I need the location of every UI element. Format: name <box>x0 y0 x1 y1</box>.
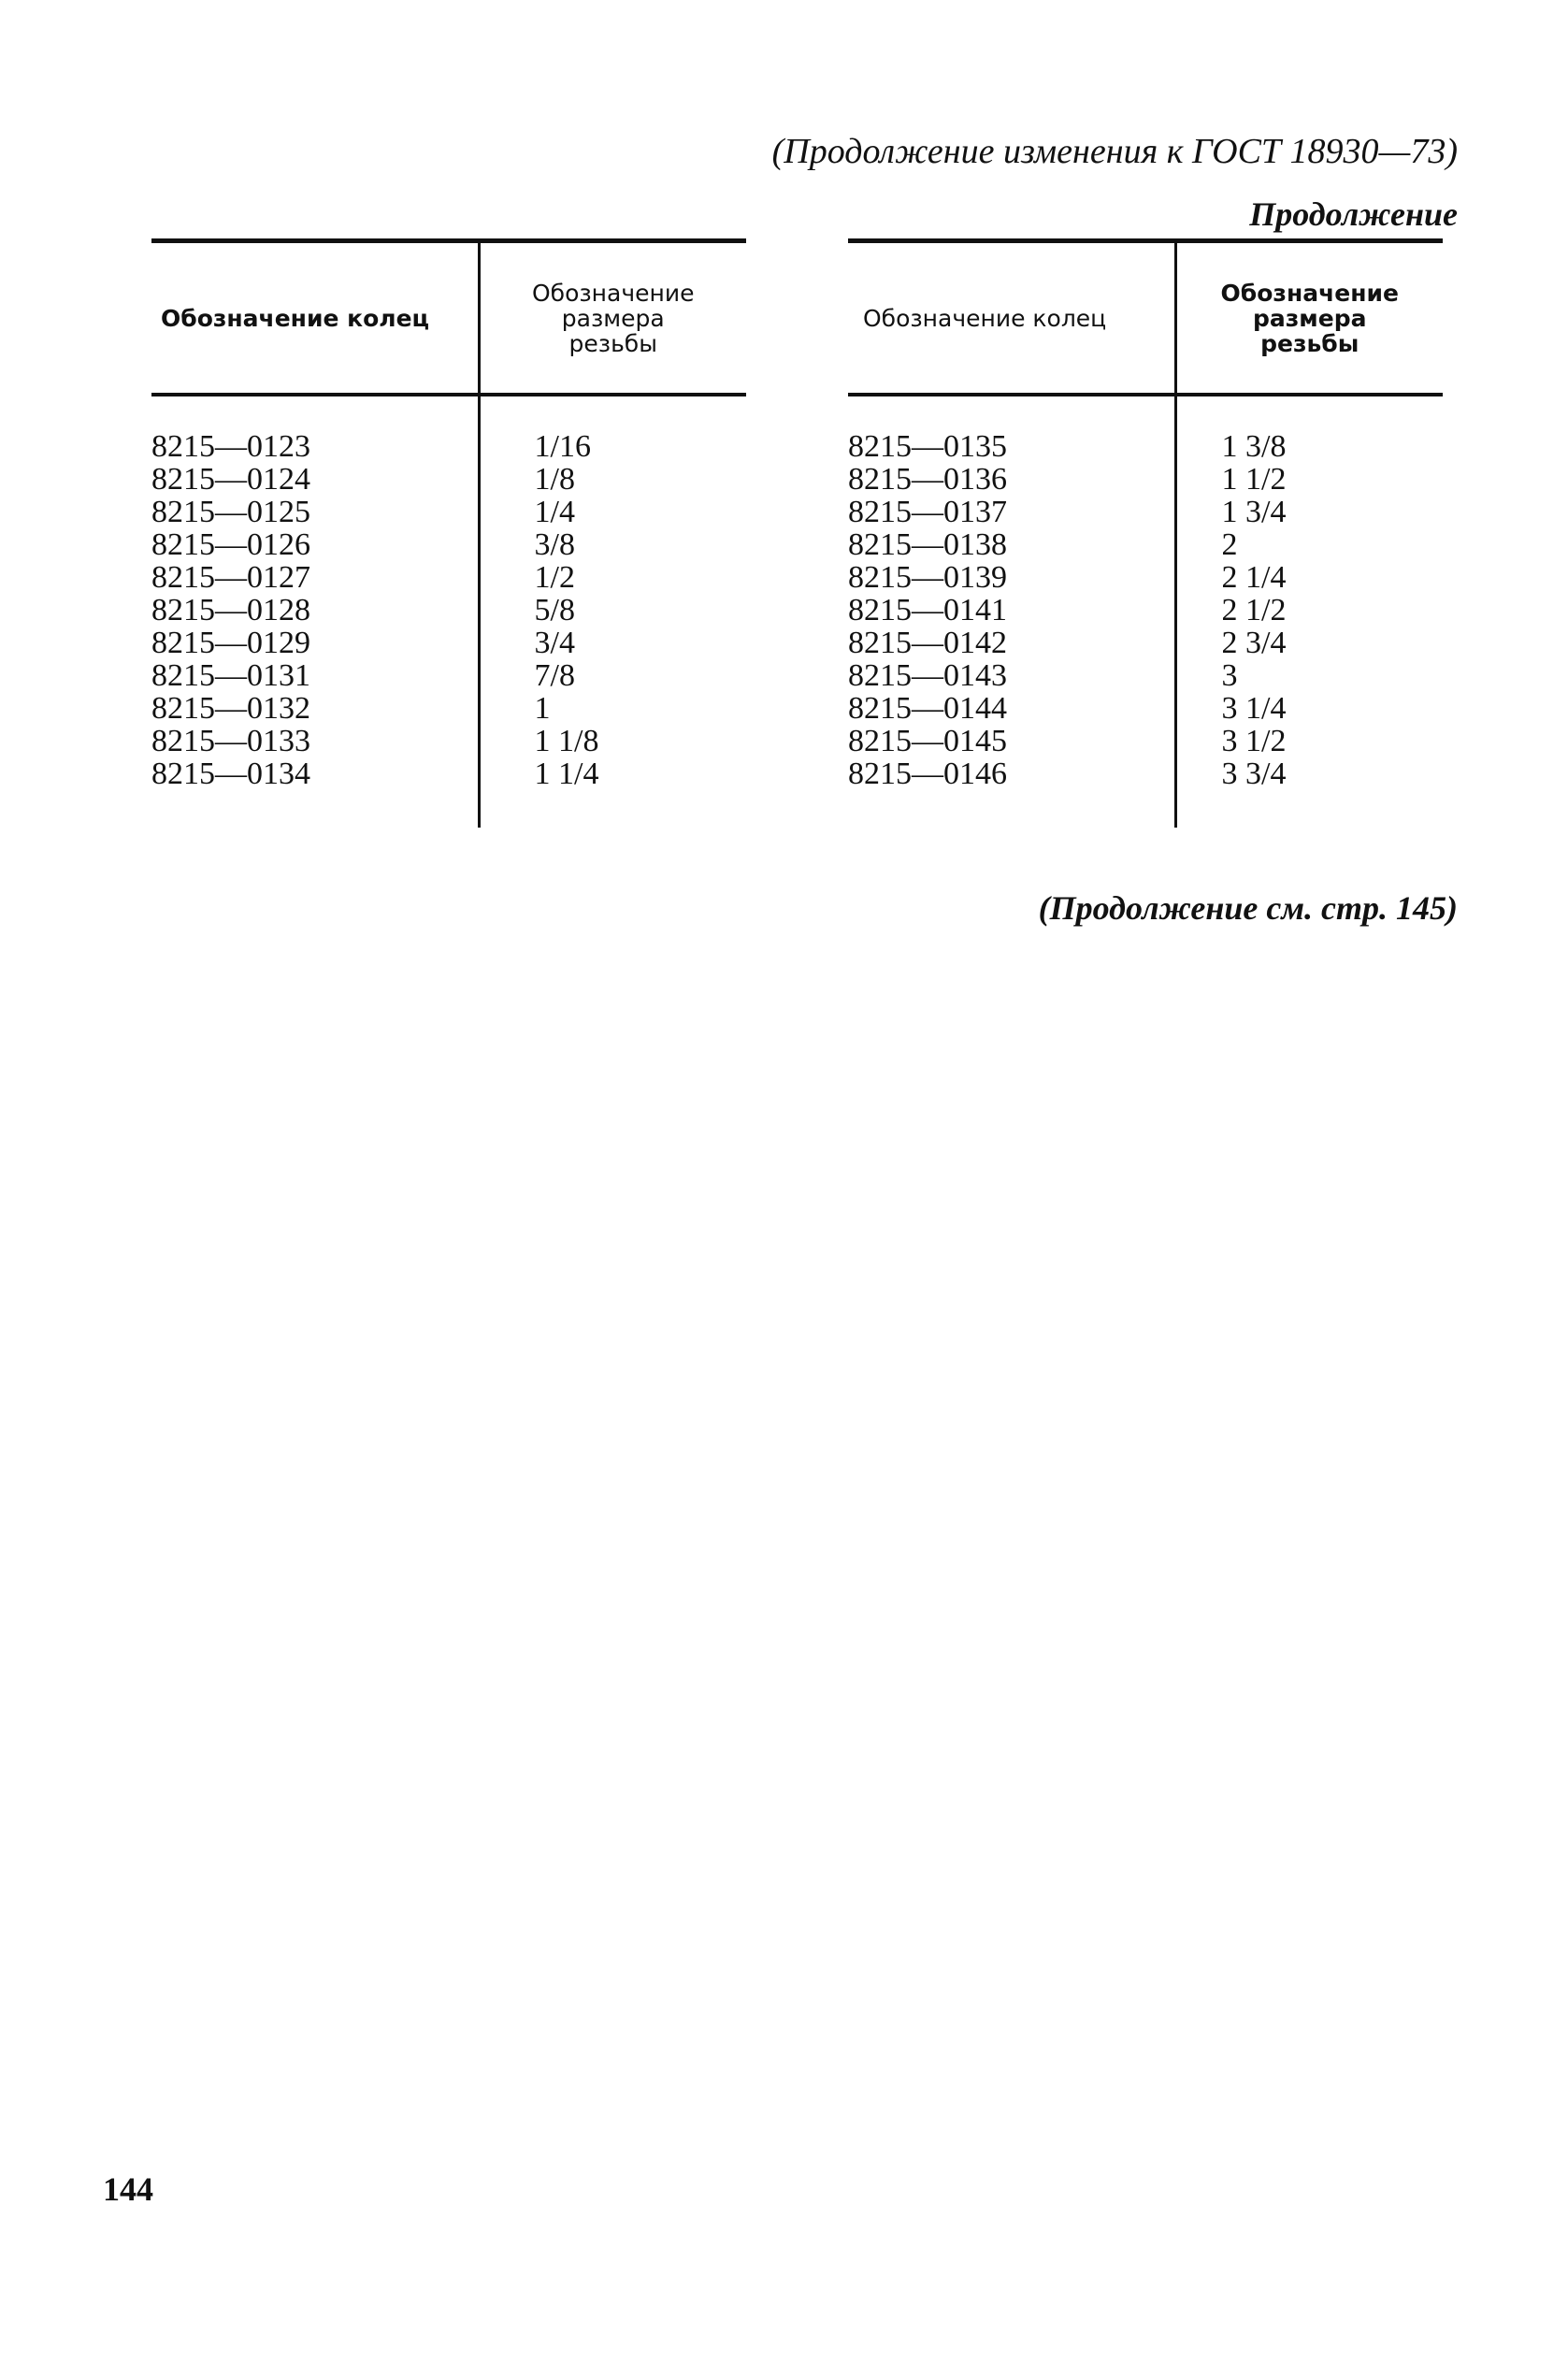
thread-size-cell: 1 3/8 <box>1175 395 1443 463</box>
ring-code-cell: 8215—0134 <box>151 757 310 791</box>
thread-size-table-right <box>848 238 1443 828</box>
table-header-row <box>848 241 1443 396</box>
ring-code-cell: 8215—0133 <box>151 724 310 758</box>
table-tail-row <box>151 790 746 828</box>
column-header-line: размера <box>1253 304 1367 332</box>
table-row <box>151 463 746 496</box>
thread-size-table-left <box>151 238 746 828</box>
ring-code-cell: 8215—0129 <box>151 626 310 660</box>
continuation-label: Продолжение <box>1249 195 1458 233</box>
thread-size-cell: 3/4 <box>479 627 746 659</box>
table-row <box>848 627 1443 659</box>
thread-size-cell: 1 1/8 <box>479 725 746 757</box>
ring-code-cell: 8215—0137 <box>848 495 1007 529</box>
ring-code-cell: 8215—0127 <box>151 560 310 595</box>
ring-code-cell: 8215—0124 <box>151 462 310 497</box>
thread-size-cell: 2 1/4 <box>1175 561 1443 594</box>
table-row <box>848 659 1443 692</box>
column-header-ring-designation: Обозначение колец <box>848 241 1175 396</box>
ring-code-cell: 8215—0131 <box>151 658 310 693</box>
empty-cell <box>1175 790 1443 828</box>
thread-size-cell: 5/8 <box>479 594 746 627</box>
thread-size-cell: 2 3/4 <box>1175 627 1443 659</box>
column-header-line: резьбы <box>568 329 657 357</box>
thread-size-cell: 1 1/4 <box>479 757 746 790</box>
table-row <box>151 659 746 692</box>
ring-code-cell: 8215—0143 <box>848 658 1007 693</box>
column-header-line: резьбы <box>1260 329 1359 357</box>
empty-cell <box>479 790 746 828</box>
table-row <box>848 496 1443 528</box>
thread-size-cell: 3/8 <box>479 528 746 561</box>
thread-size-cell: 3 <box>1175 659 1443 692</box>
column-header-ring-designation: Обозначение колец <box>151 241 479 396</box>
table-row <box>848 725 1443 757</box>
thread-size-cell: 3 3/4 <box>1175 757 1443 790</box>
table-row <box>848 528 1443 561</box>
ring-code-cell: 8215—0141 <box>848 593 1007 627</box>
ring-code-cell: 8215—0142 <box>848 626 1007 660</box>
thread-size-cell: 1 <box>479 692 746 725</box>
table-row <box>151 496 746 528</box>
thread-size-cell: 1/4 <box>479 496 746 528</box>
thread-size-cell: 3 1/4 <box>1175 692 1443 725</box>
table-row <box>151 395 746 463</box>
thread-size-cell: 1 1/2 <box>1175 463 1443 496</box>
table-row <box>151 594 746 627</box>
table-header-row <box>151 241 746 396</box>
table-row <box>848 561 1443 594</box>
thread-size-cell: 7/8 <box>479 659 746 692</box>
column-header-line: Обозначение <box>1220 279 1399 307</box>
table-row <box>151 692 746 725</box>
table-row <box>848 692 1443 725</box>
ring-code-cell: 8215—0128 <box>151 593 310 627</box>
table-row <box>848 594 1443 627</box>
thread-size-cell: 1/2 <box>479 561 746 594</box>
ring-code-cell: 8215—0136 <box>848 462 1007 497</box>
continuation-note: (Продолжение см. стр. 145) <box>1038 889 1458 927</box>
thread-size-cell: 1 3/4 <box>1175 496 1443 528</box>
ring-code-cell: 8215—0145 <box>848 724 1007 758</box>
table-row <box>151 561 746 594</box>
ring-code-cell: 8215—0123 <box>151 429 310 464</box>
page-header: (Продолжение изменения к ГОСТ 18930—73) <box>771 132 1458 171</box>
column-header-thread-size <box>479 241 746 396</box>
ring-code-cell: 8215—0138 <box>848 527 1007 562</box>
ring-code-cell: 8215—0132 <box>151 691 310 726</box>
ring-code-cell: 8215—0135 <box>848 429 1007 464</box>
table-row <box>151 528 746 561</box>
page-number: 144 <box>103 2170 153 2208</box>
column-header-line: Обозначение <box>532 279 695 307</box>
ring-code-cell: 8215—0139 <box>848 560 1007 595</box>
table-tail-row <box>848 790 1443 828</box>
thread-size-cell: 1/16 <box>479 395 746 463</box>
empty-cell <box>151 790 479 828</box>
table-row <box>151 627 746 659</box>
thread-size-cell: 2 <box>1175 528 1443 561</box>
ring-code-cell: 8215—0144 <box>848 691 1007 726</box>
thread-size-cell: 1/8 <box>479 463 746 496</box>
table-row <box>848 463 1443 496</box>
table-row <box>151 725 746 757</box>
table-row <box>848 395 1443 463</box>
ring-code-cell: 8215—0146 <box>848 757 1007 791</box>
column-header-thread-size <box>1175 241 1443 396</box>
table-row <box>848 757 1443 790</box>
ring-code-cell: 8215—0125 <box>151 495 310 529</box>
thread-size-cell: 3 1/2 <box>1175 725 1443 757</box>
empty-cell <box>848 790 1175 828</box>
thread-size-cell: 2 1/2 <box>1175 594 1443 627</box>
column-header-line: размера <box>561 304 665 332</box>
table-row <box>151 757 746 790</box>
ring-code-cell: 8215—0126 <box>151 527 310 562</box>
